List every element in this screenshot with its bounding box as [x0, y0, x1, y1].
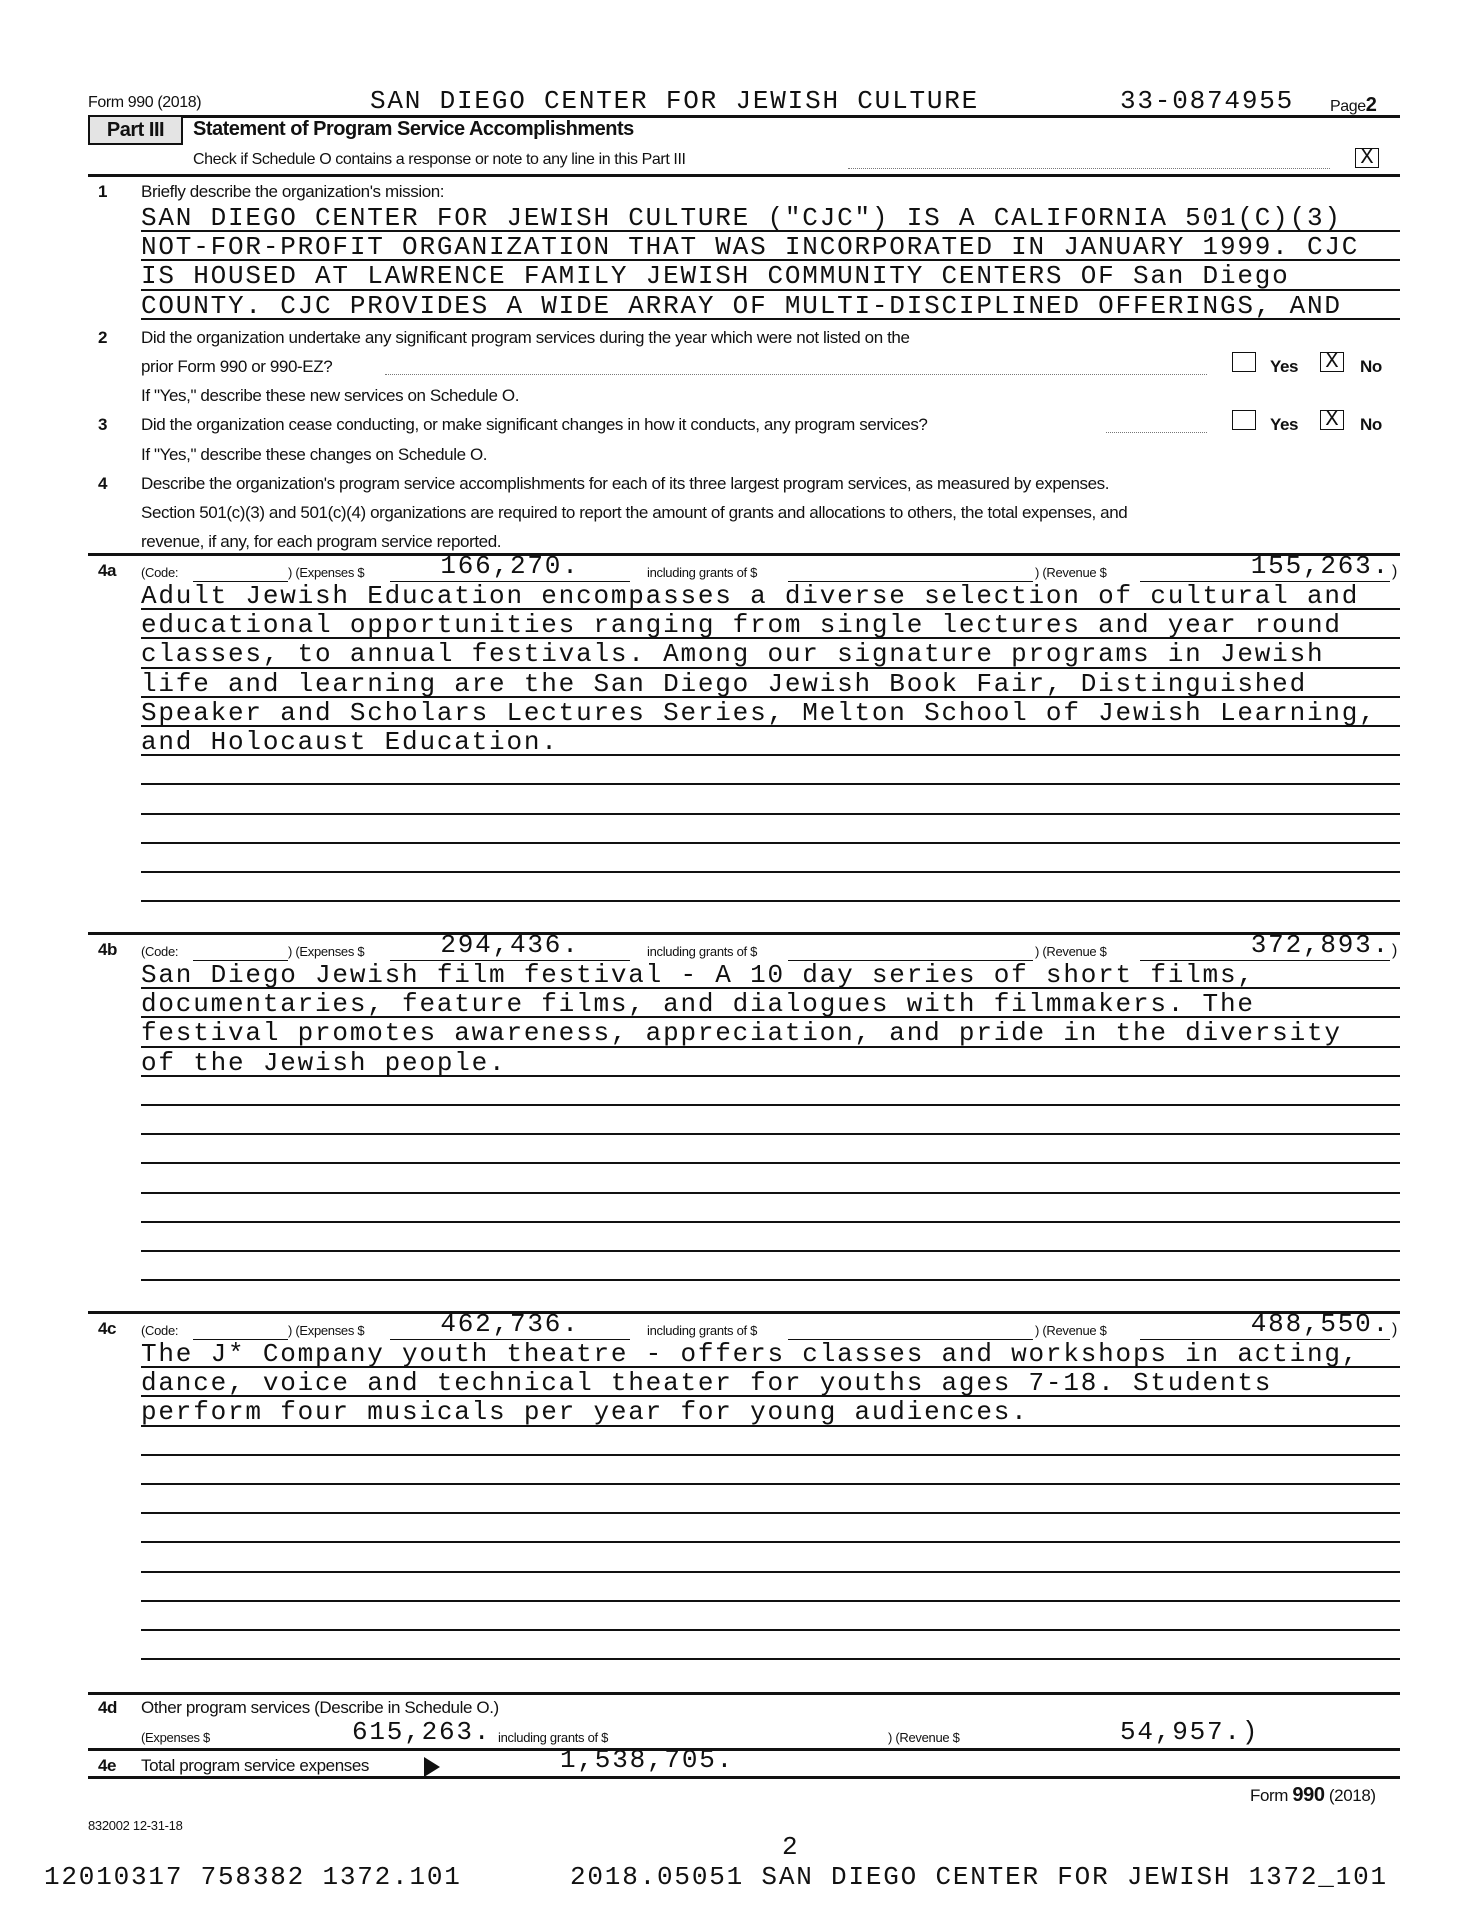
- leader-dots: [848, 168, 1330, 169]
- close-paren: ): [1392, 563, 1398, 580]
- mission-line: IS HOUSED AT LAWRENCE FAMILY JEWISH COMMUNITY CENTERS OF San Diego: [141, 261, 1400, 290]
- expenses-label: ) (Expenses $: [288, 944, 365, 959]
- description-line: festival promotes awareness, appreciation, and pride in the diversity: [141, 1018, 1400, 1047]
- code-label: (Code:: [141, 944, 179, 959]
- page-number-footer: 2: [782, 1832, 800, 1862]
- description-line: The J* Company youth theatre - offers classes and workshops in acting,: [141, 1339, 1400, 1368]
- revenue-label: ) (Revenue $: [1035, 1323, 1107, 1338]
- q4d-revenue-value: 54,957.): [1120, 1717, 1260, 1747]
- description-line: classes, to annual festivals. Among our signature programs in Jewish: [141, 639, 1400, 668]
- divider: [88, 1776, 1400, 1779]
- program-number: 4a: [98, 561, 117, 580]
- grants-field[interactable]: [788, 936, 1033, 961]
- description-line: of the Jewish people.: [141, 1048, 1400, 1077]
- divider: [88, 1748, 1400, 1751]
- expenses-field[interactable]: 166,270.: [390, 551, 630, 582]
- ein: 33-0874955: [1120, 86, 1295, 116]
- code-label: (Code:: [141, 565, 179, 580]
- description-line: [141, 1223, 1400, 1252]
- q4d-revenue-label: ) (Revenue $: [888, 1730, 960, 1745]
- q1-label: Briefly describe the organization's mission:: [141, 182, 445, 201]
- code-field[interactable]: [193, 936, 288, 961]
- q1-number: 1: [98, 182, 108, 201]
- description-line: [141, 1573, 1400, 1602]
- q3-no-label: No: [1360, 415, 1382, 434]
- q2-yes-checkbox[interactable]: [1232, 352, 1256, 372]
- q4e-value: 1,538,705.: [560, 1745, 735, 1775]
- q2-number: 2: [98, 328, 108, 347]
- description-line: [141, 1252, 1400, 1281]
- page-label: Page: [1330, 98, 1366, 115]
- code-field[interactable]: [193, 557, 288, 582]
- description-line: San Diego Jewish film festival - A 10 day series of short films,: [141, 960, 1400, 989]
- form-code: 832002 12-31-18: [88, 1818, 183, 1833]
- form-prefix: Form: [1250, 1786, 1289, 1805]
- description-line: Speaker and Scholars Lectures Series, Melton School of Jewish Learning,: [141, 698, 1400, 727]
- grants-field[interactable]: [788, 557, 1033, 582]
- description-line: [141, 1456, 1400, 1485]
- grants-label: including grants of $: [647, 1323, 758, 1338]
- mission-line: SAN DIEGO CENTER FOR JEWISH CULTURE ("CJC") IS A CALIFORNIA 501(C)(3): [141, 203, 1400, 232]
- description-line: [141, 1194, 1400, 1223]
- description-line: perform four musicals per year for young audiences.: [141, 1397, 1400, 1426]
- q2-no-label: No: [1360, 357, 1382, 376]
- q4e-number: 4e: [98, 1756, 117, 1775]
- form-year: (2018): [1328, 1786, 1376, 1805]
- q2-line3: If "Yes," describe these new services on Schedule O.: [141, 386, 520, 405]
- description-line: and Holocaust Education.: [141, 727, 1400, 756]
- revenue-label: ) (Revenue $: [1035, 565, 1107, 580]
- description-line: educational opportunities ranging from single lectures and year round: [141, 610, 1400, 639]
- q4d-expenses-value: 615,263.: [352, 1717, 492, 1747]
- q4e-label: Total program service expenses: [141, 1756, 370, 1775]
- expenses-label: ) (Expenses $: [288, 1323, 365, 1338]
- q3-number: 3: [98, 415, 108, 434]
- q4-line: Describe the organization's program service accomplishments for each of its three largest program services, as measured by expenses.: [141, 474, 1110, 493]
- description-line: [141, 1135, 1400, 1164]
- revenue-field[interactable]: 155,263.: [1140, 551, 1390, 582]
- description-line: [141, 1077, 1400, 1106]
- page-number: 2: [1365, 94, 1377, 116]
- q2-yes-label: Yes: [1270, 357, 1299, 376]
- q4-line: revenue, if any, for each program service reported.: [141, 532, 502, 551]
- filing-id-left: 12010317 758382 1372.101: [44, 1862, 462, 1892]
- grants-label: including grants of $: [647, 565, 758, 580]
- code-label: (Code:: [141, 1323, 179, 1338]
- filing-id-right: 2018.05051 SAN DIEGO CENTER FOR JEWISH 1372_101: [570, 1862, 1388, 1892]
- schedule-o-checkbox[interactable]: X: [1355, 148, 1379, 168]
- arrow-right-icon: [424, 1757, 440, 1777]
- description-line: [141, 1631, 1400, 1660]
- q2-no-checkbox[interactable]: X: [1320, 352, 1344, 372]
- description-line: [141, 1164, 1400, 1193]
- program-number: 4b: [98, 940, 118, 959]
- description-line: [141, 873, 1400, 902]
- q4-line: Section 501(c)(3) and 501(c)(4) organizations are required to report the amount of grants and allocations to others, the total expenses, and: [141, 503, 1128, 522]
- form-number: 990: [1292, 1784, 1325, 1806]
- leader-dots: [1106, 432, 1207, 433]
- q4d-grants-label: including grants of $: [498, 1730, 609, 1745]
- revenue-label: ) (Revenue $: [1035, 944, 1107, 959]
- q2-line2: prior Form 990 or 990-EZ?: [141, 357, 333, 376]
- description-line: [141, 1485, 1400, 1514]
- q4d-number: 4d: [98, 1698, 118, 1717]
- q4-number: 4: [98, 474, 108, 493]
- description-line: [141, 1543, 1400, 1572]
- description-line: Adult Jewish Education encompasses a diverse selection of cultural and: [141, 581, 1400, 610]
- mission-line: NOT-FOR-PROFIT ORGANIZATION THAT WAS INCORPORATED IN JANUARY 1999. CJC: [141, 232, 1400, 261]
- form-label: Form 990 (2018): [88, 94, 202, 111]
- q3-yes-label: Yes: [1270, 415, 1299, 434]
- description-line: [141, 1602, 1400, 1631]
- q3-line1: Did the organization cease conducting, or make significant changes in how it conducts, any program services?: [141, 415, 928, 434]
- q3-line2: If "Yes," describe these changes on Schedule O.: [141, 445, 488, 464]
- mission-line: COUNTY. CJC PROVIDES A WIDE ARRAY OF MULTI-DISCIPLINED OFFERINGS, AND: [141, 291, 1400, 320]
- form-footer: [1250, 1784, 1376, 1807]
- part-label: Part III: [88, 117, 183, 145]
- description-line: [141, 815, 1400, 844]
- divider: [88, 1692, 1400, 1695]
- close-paren: ): [1392, 1321, 1398, 1338]
- description-line: [141, 756, 1400, 785]
- expenses-field[interactable]: 294,436.: [390, 930, 630, 961]
- description-line: [141, 844, 1400, 873]
- description-line: [141, 785, 1400, 814]
- expenses-label: ) (Expenses $: [288, 565, 365, 580]
- revenue-field[interactable]: 488,550.: [1140, 1309, 1390, 1340]
- grants-field[interactable]: [788, 1315, 1033, 1340]
- q3-yes-checkbox[interactable]: [1232, 410, 1256, 430]
- q2-line1: Did the organization undertake any significant program services during the year which were not listed on the: [141, 328, 910, 347]
- description-line: [141, 1106, 1400, 1135]
- description-line: life and learning are the San Diego Jewish Book Fair, Distinguished: [141, 669, 1400, 698]
- q4d-label: Other program services (Describe in Schedule O.): [141, 1698, 499, 1717]
- expenses-field[interactable]: 462,736.: [390, 1309, 630, 1340]
- part-title: Statement of Program Service Accomplishments: [193, 118, 634, 140]
- revenue-field[interactable]: 372,893.: [1140, 930, 1390, 961]
- page-indicator: [1330, 94, 1377, 117]
- description-line: documentaries, feature films, and dialogues with filmmakers. The: [141, 989, 1400, 1018]
- org-name: SAN DIEGO CENTER FOR JEWISH CULTURE: [370, 86, 980, 116]
- description-line: [141, 1514, 1400, 1543]
- schedule-o-check-text: Check if Schedule O contains a response or note to any line in this Part III: [193, 151, 686, 168]
- description-line: dance, voice and technical theater for youths ages 7-18. Students: [141, 1368, 1400, 1397]
- leader-dots: [385, 374, 1207, 375]
- program-number: 4c: [98, 1319, 117, 1338]
- divider: [88, 174, 1400, 177]
- code-field[interactable]: [193, 1315, 288, 1340]
- q4d-expenses-label: (Expenses $: [141, 1730, 210, 1745]
- close-paren: ): [1392, 942, 1398, 959]
- grants-label: including grants of $: [647, 944, 758, 959]
- q3-no-checkbox[interactable]: X: [1320, 410, 1344, 430]
- description-line: [141, 1427, 1400, 1456]
